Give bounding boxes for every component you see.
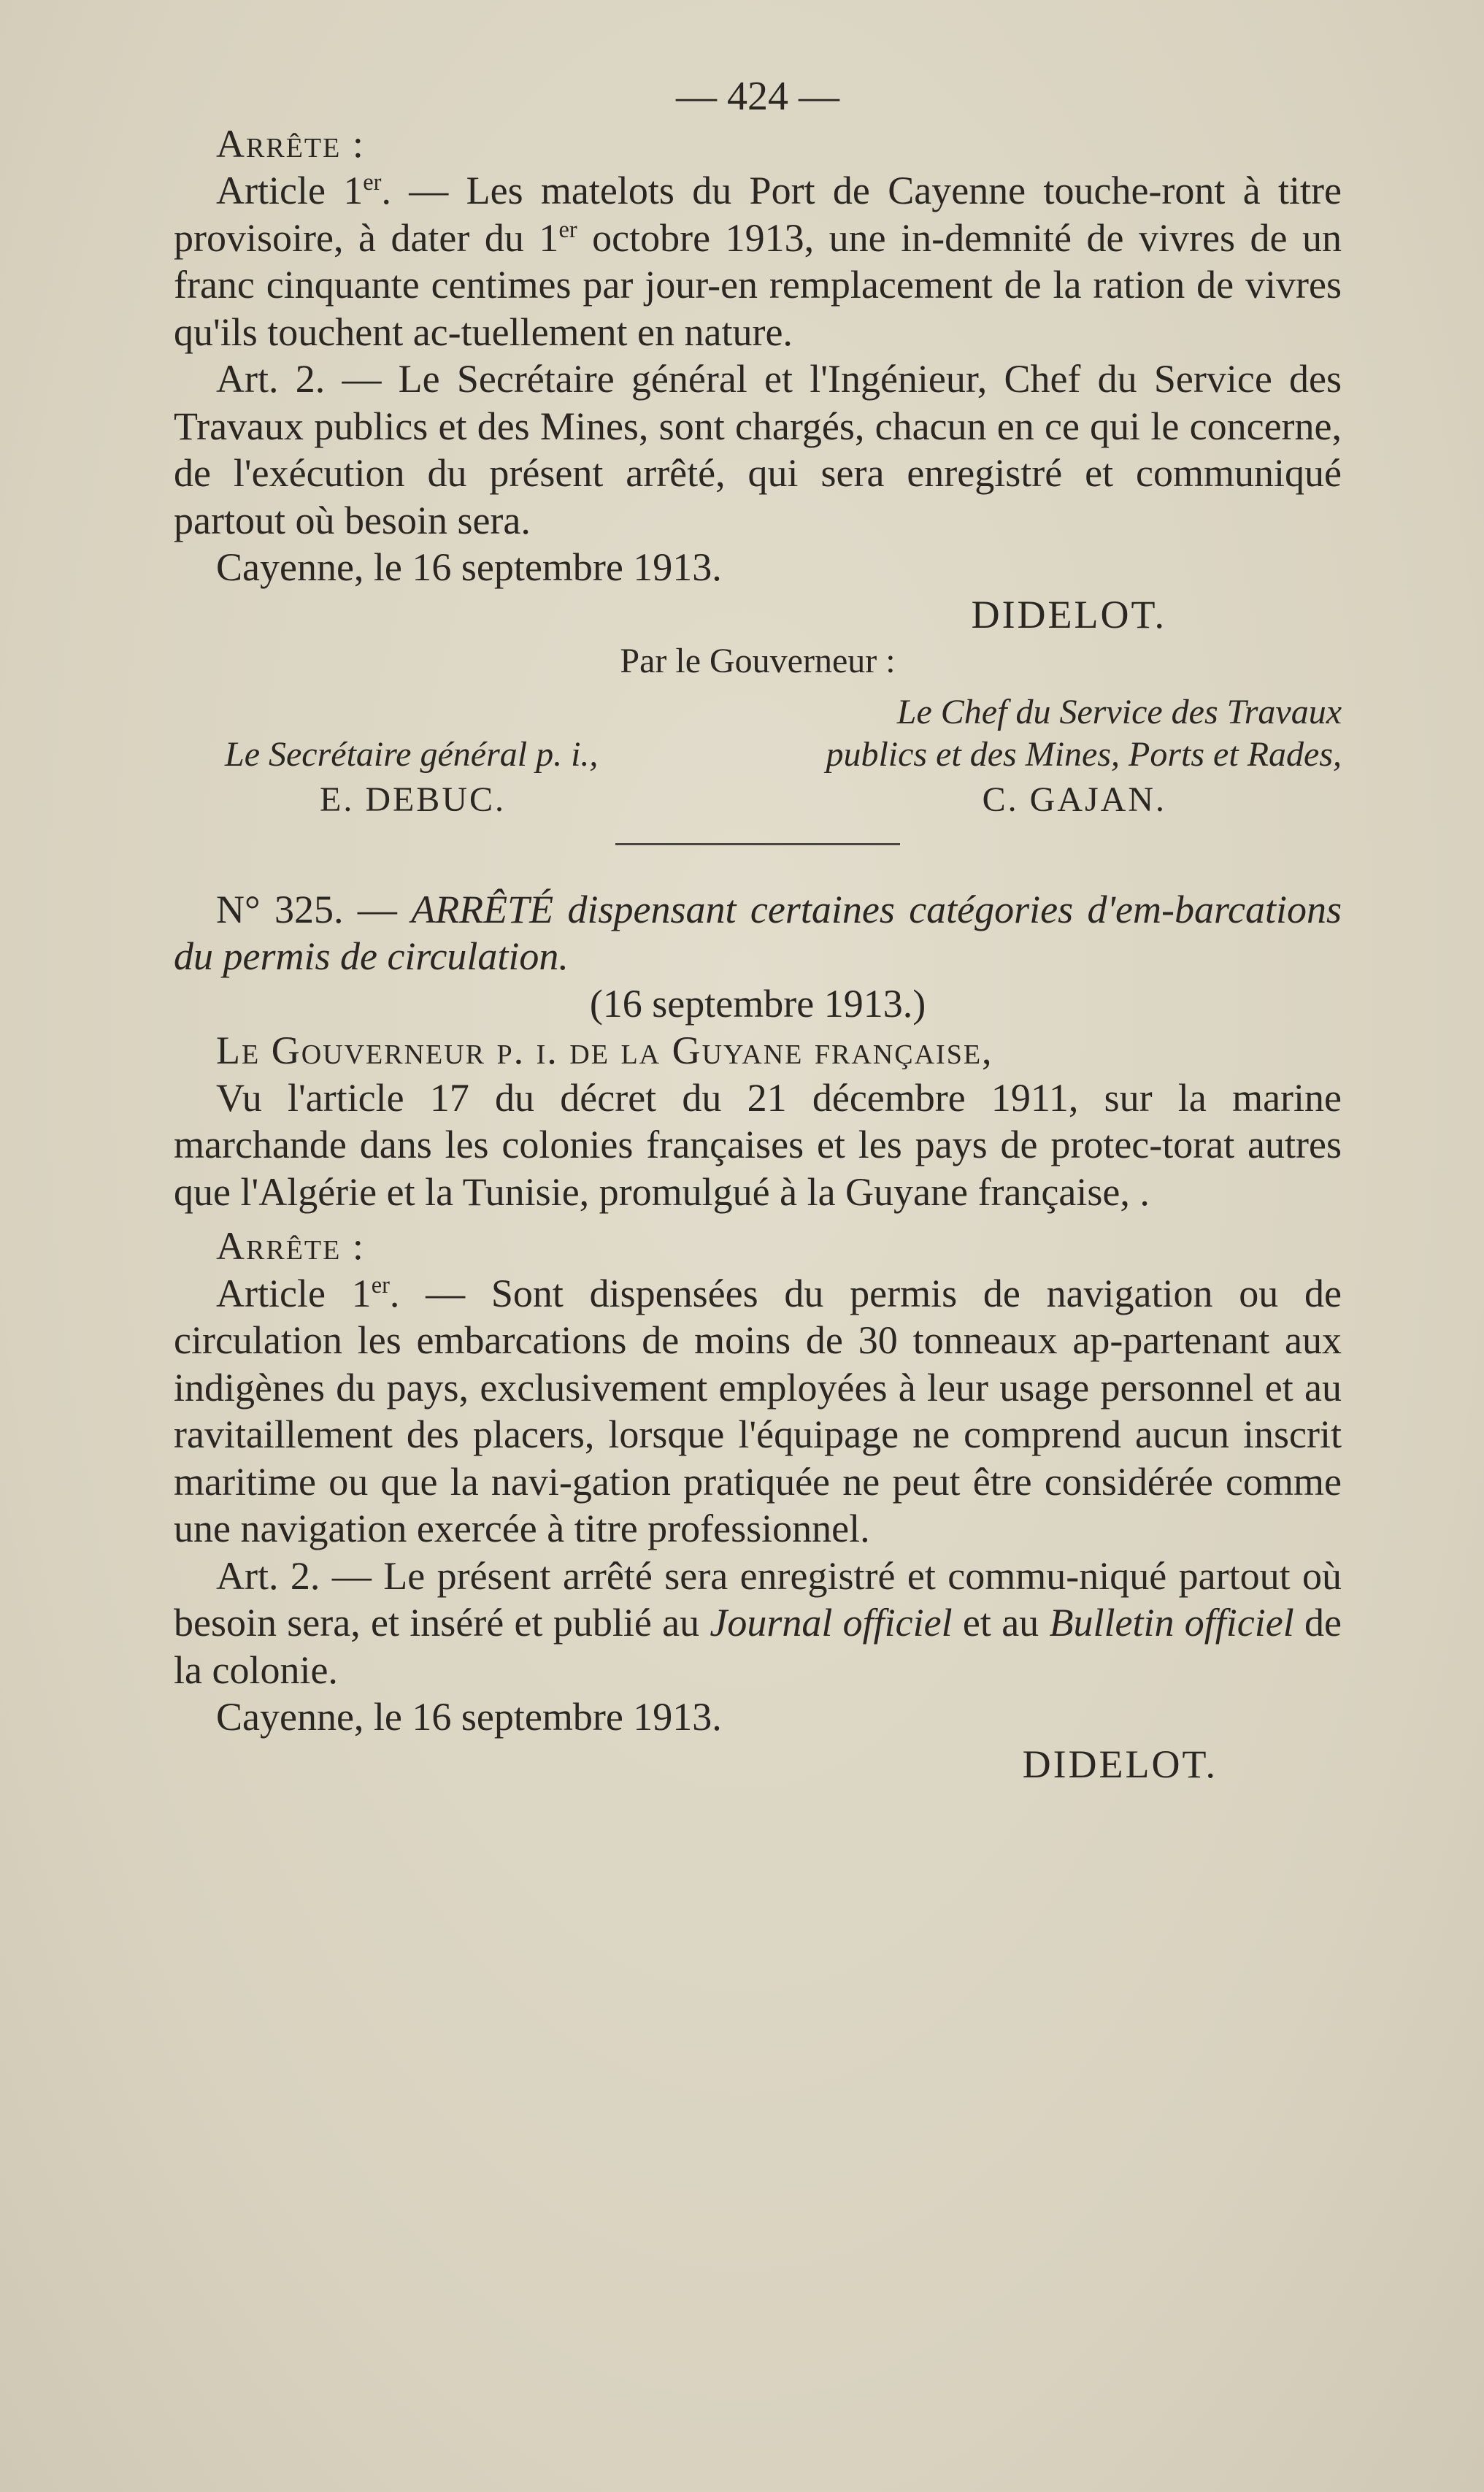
arrete-heading: Arrête : — [216, 1224, 365, 1268]
journal-officiel: Journal officiel — [710, 1601, 953, 1645]
chief-title-line-2: publics et des Mines, Ports et Rades, — [826, 734, 1342, 774]
decree-date: (16 septembre 1913.) — [589, 981, 926, 1026]
gouverneur-line: Le Gouverneur p. i. de la Guyane française, — [216, 1028, 993, 1072]
vu-article: Vu l'article 17 du décret du 21 décembre 1911, sur la marine marchande dans les colonies françaises et les pays de protec-torat autres que l'Algérie et la Tunisie, promulgué à la Guyane française, . — [174, 1075, 1342, 1214]
prev-article-1: Article 1er. — Les matelots du Port de Cayenne touche-ront à titre provisoire, à dater du 1er octobre 1913, une in-demnité de vivres de un franc cinquante centimes par jour-en remplacement de la ration de vivres qu'ils touchent ac-tuellement en nature. — [174, 169, 1342, 354]
countersign-right — [769, 691, 1342, 821]
chief-title-line-1: Le Chef du Service des Travaux — [896, 692, 1342, 731]
par-le-gouverneur: Par le Gouverneur : — [620, 642, 896, 680]
decree-article-1: Article 1er. — Sont dispensées du permis de navigation ou de circulation les embarcations de moins de 30 tonneaux ap-partenant aux indigènes du pays, exclusivement employées à leur usage personnel et au ravitaillement des placers, lorsque l'équipage ne comprend aucun inscrit maritime ou que la navi-gation pratiquée ne peut être considérée comme une navigation exercée à titre professionnel. — [174, 1271, 1342, 1550]
decree-article-2: Art. 2. — Le présent arrêté sera enregistré et commu-niqué partout où besoin sera, et inséré et publié au Journal officiel et au Bulletin officiel de la colonie. — [174, 1553, 1342, 1692]
page-text — [174, 73, 1342, 1788]
chief-name: C. GAJAN. — [982, 780, 1166, 819]
page-number: — 424 — — [676, 74, 839, 119]
prev-signature: DIDELOT. — [971, 592, 1166, 637]
arrete-heading-prev: Arrête : — [216, 121, 365, 166]
decree-title-text: ARRÊTÉ dispensant certaines catégories d'em-barcations du permis de circulation. — [174, 887, 1342, 978]
prev-article-2: Art. 2. — Le Secrétaire général et l'Ingénieur, Chef du Service des Travaux publics et des Mines, sont chargés, chacun en ce qui le concerne, de l'exécution du présent arrêté, qui sera enregistré et communiqué partout où besoin sera. — [174, 357, 1342, 542]
prev-place-date: Cayenne, le 16 septembre 1913. — [216, 545, 722, 589]
decree-signature: DIDELOT. — [1022, 1742, 1218, 1786]
secretary-name: E. DEBUC. — [320, 780, 506, 819]
bulletin-officiel: Bulletin officiel — [1049, 1601, 1294, 1645]
decree-number: N° 325. — — [216, 887, 397, 931]
decree-place-date: Cayenne, le 16 septembre 1913. — [216, 1695, 722, 1739]
countersignatures — [174, 691, 1342, 821]
decree-title — [174, 886, 1342, 980]
countersign-left — [174, 691, 746, 821]
separator-rule — [615, 843, 900, 845]
secretary-title: Le Secrétaire général p. i., — [225, 734, 599, 774]
